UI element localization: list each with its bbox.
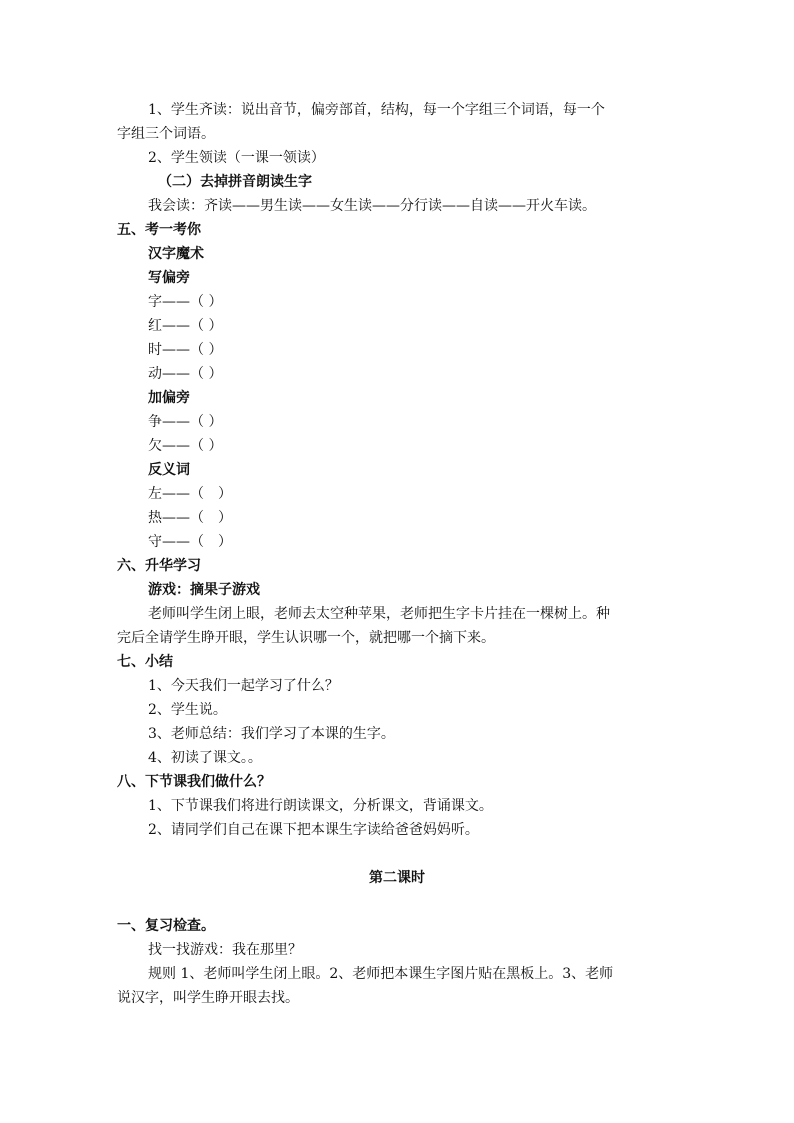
subsection-heading: （二）去掉拼音朗读生字 (158, 174, 312, 190)
text-line: 3、老师总结：我们学习了本课的生字。 (148, 726, 395, 742)
exercise-item: 左——（ ） (148, 486, 232, 502)
section-heading: 五、考一考你 (117, 222, 201, 238)
exercise-item: 热——（ ） (148, 510, 232, 526)
section-heading: 一、复习检查。 (117, 918, 215, 934)
exercise-item: 字——（ ） (148, 294, 223, 310)
exercise-item: 动——（ ） (148, 366, 223, 382)
exercise-item: 红——（ ） (148, 318, 223, 334)
section-heading: 六、升华学习 (117, 558, 201, 574)
text-line: 老师叫学生闭上眼，老师去太空种苹果，老师把生字卡片挂在一棵树上。种 (148, 606, 610, 622)
text-line: 2、学生领读（一课一领读） (148, 150, 325, 166)
text-line: 我会读：齐读——男生读——女生读——分行读——自读——开火车读。 (148, 198, 596, 214)
lesson-title: 第二课时 (369, 870, 425, 886)
section-heading: 八、下节课我们做什么？ (117, 774, 271, 790)
text-line: 2、学生说。 (148, 702, 227, 718)
subsection-heading: 反义词 (148, 462, 190, 478)
subsection-heading: 写偏旁 (148, 270, 190, 286)
text-line: 说汉字，叫学生睁开眼去找。 (117, 990, 299, 1006)
exercise-item: 争——（ ） (148, 414, 223, 430)
subsection-heading: 汉字魔术 (148, 246, 204, 262)
text-line: 找一找游戏：我在那里？ (148, 942, 302, 958)
subsection-heading: 加偏旁 (148, 390, 190, 406)
text-line: 规则 1、老师叫学生闭上眼。2、老师把本课生字图片贴在黑板上。3、老师 (148, 966, 614, 982)
section-heading: 七、小结 (117, 654, 173, 670)
subsection-heading: 游戏：摘果子游戏 (148, 582, 260, 598)
exercise-item: 守——（ ） (148, 534, 232, 550)
text-line: 1、学生齐读：说出音节，偏旁部首，结构，每一个字组三个词语，每一个 (148, 102, 605, 118)
text-line: 完后全请学生睁开眼，学生认识哪一个，就把哪一个摘下来。 (117, 630, 495, 646)
text-line: 1、下节课我们将进行朗读课文，分析课文，背诵课文。 (148, 798, 493, 814)
text-line: 1、今天我们一起学习了什么？ (148, 678, 339, 694)
exercise-item: 时——（ ） (148, 342, 223, 358)
text-line: 字组三个词语。 (117, 126, 215, 142)
exercise-item: 欠——（ ） (148, 438, 223, 454)
text-line: 2、请同学们自己在课下把本课生字读给爸爸妈妈听。 (148, 822, 479, 838)
text-line: 4、初读了课文。。 (148, 750, 262, 766)
